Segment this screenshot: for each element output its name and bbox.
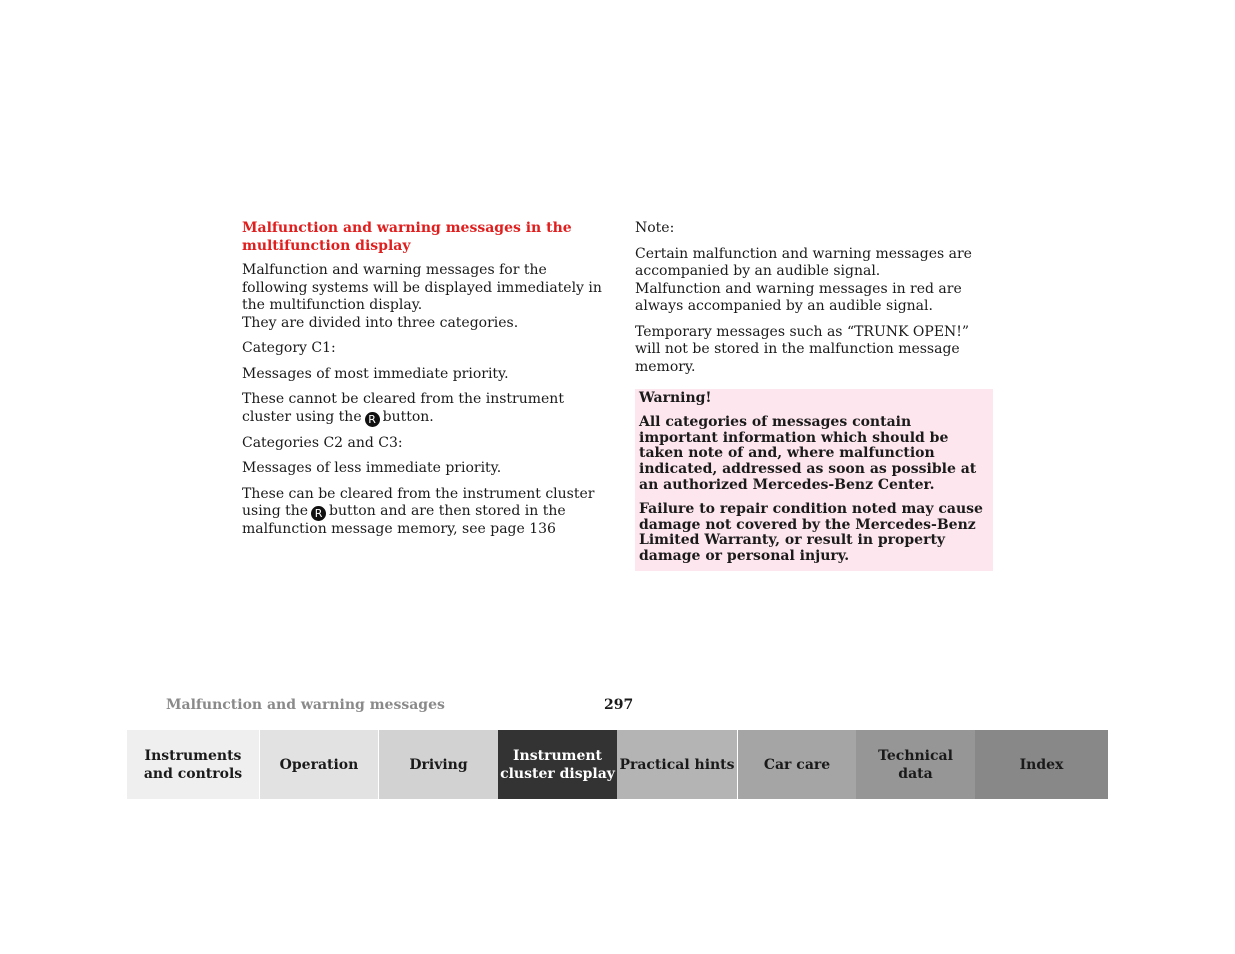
footer-section-title: Malfunction and warning messages bbox=[166, 697, 445, 713]
left-column bbox=[242, 220, 607, 547]
tab-instruments-and-controls[interactable] bbox=[127, 730, 259, 799]
tab-label: Car care bbox=[763, 756, 831, 773]
category-c1-description: Messages of most immediate priority. bbox=[242, 365, 509, 382]
note-paragraph-temporary: Temporary messages such as “TRUNK OPEN!” will not be stored in the malfunction message memory. bbox=[635, 323, 970, 375]
page-number: 297 bbox=[604, 697, 634, 713]
warning-box bbox=[635, 389, 993, 571]
right-column bbox=[635, 220, 993, 571]
category-c2c3-note-text: These can be cleared from the instrument cluster using the bbox=[242, 485, 595, 519]
category-c1-label: Category C1: bbox=[242, 340, 336, 356]
category-c2c3-note bbox=[242, 486, 607, 539]
tab-label: Index bbox=[1019, 756, 1064, 773]
tab-label: Practical hints bbox=[619, 756, 735, 773]
tab-index[interactable] bbox=[975, 730, 1108, 799]
tab-driving[interactable] bbox=[378, 730, 498, 799]
category-c1-note bbox=[242, 391, 607, 427]
tab-label: Driving bbox=[409, 756, 468, 773]
warning-paragraph-2: Failure to repair condition noted may cause damage not covered by the Mercedes-Benz Limited Warranty, or result in property damage or personal injury. bbox=[639, 500, 983, 565]
warning-paragraph-1: All categories of messages contain important information which should be taken note of and, where malfunction indicated, addressed as soon as possible at an authorized Mercedes-Benz Center. bbox=[639, 413, 977, 493]
note-text-red: Malfunction and warning messages in red are always accompanied by an audible signal. bbox=[635, 280, 962, 314]
tab-label: Instruments and controls bbox=[143, 747, 243, 782]
tab-technical-data[interactable] bbox=[856, 730, 975, 799]
tab-label: Operation bbox=[279, 756, 359, 773]
tab-label: Technical data bbox=[878, 747, 953, 782]
section-heading: Malfunction and warning messages in the multifunction display bbox=[242, 220, 572, 254]
warning-title: Warning! bbox=[639, 390, 712, 406]
intro-text: Malfunction and warning messages for the following systems will be displayed immediately in the multifunction display. bbox=[242, 262, 602, 313]
category-c1-note-text: These cannot be cleared from the instrument cluster using the bbox=[242, 391, 564, 425]
chapter-nav-bar bbox=[127, 730, 1108, 799]
category-c2c3-note-end: button and are then stored in the malfunction message memory, see page 136 bbox=[242, 503, 566, 537]
note-paragraph-audible bbox=[635, 246, 993, 316]
category-c2c3-label: Categories C2 and C3: bbox=[242, 434, 403, 451]
reset-button-icon: R bbox=[365, 412, 380, 427]
category-c1-note-end: button. bbox=[382, 408, 434, 425]
category-c2c3-description: Messages of less immediate priority. bbox=[242, 460, 502, 476]
intro-text-categories: They are divided into three categories. bbox=[242, 314, 519, 331]
tab-operation[interactable] bbox=[259, 730, 378, 799]
tab-label: Instrument cluster display bbox=[500, 747, 615, 782]
note-label: Note: bbox=[635, 220, 675, 236]
intro-paragraph bbox=[242, 262, 607, 332]
tab-practical-hints[interactable] bbox=[617, 730, 737, 799]
note-text-audible: Certain malfunction and warning messages are accompanied by an audible signal. bbox=[635, 245, 972, 279]
tab-car-care[interactable] bbox=[737, 730, 856, 799]
tab-instrument-cluster-display[interactable] bbox=[498, 730, 617, 799]
reset-button-icon: R bbox=[311, 506, 326, 521]
